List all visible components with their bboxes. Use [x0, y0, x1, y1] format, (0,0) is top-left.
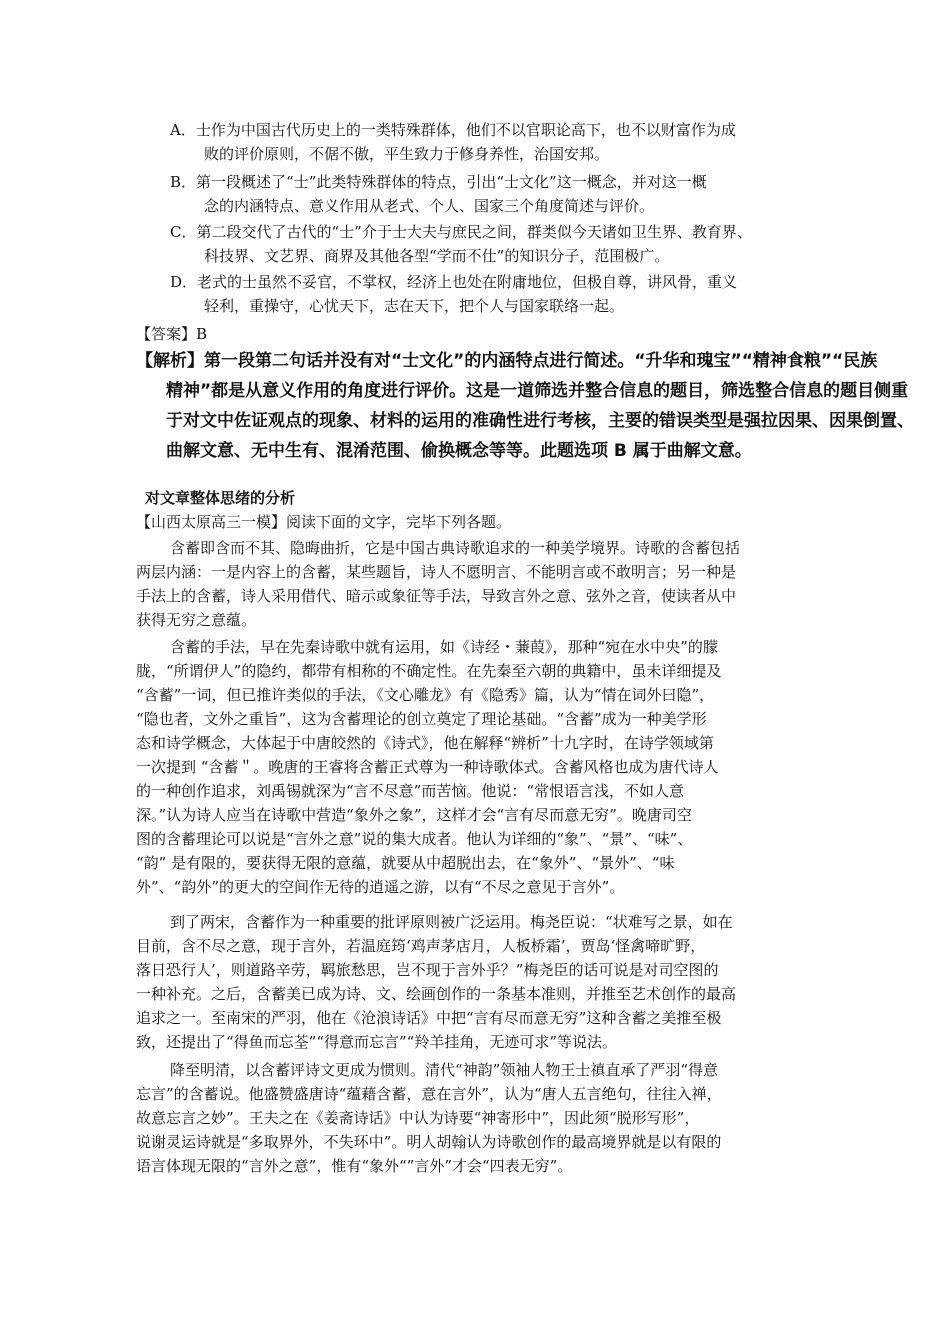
option-b-line-1: B．第一段概述了“士”此类特殊群体的特点，引出“士文化”这一概念，并对这一概: [170, 173, 707, 191]
paragraph-2: [136, 635, 816, 899]
paragraph-line: 外”、“韵外”的更大的空间作无待的逍遥之游，以有“不尽之意见于言外”。: [136, 878, 625, 896]
analysis-line: 曲解文意、无中生有、混淆范围、偷换概念等等。此题选项 B 属于曲解文意。: [166, 441, 752, 461]
paragraph-line: 获得无穷之意蕴。: [136, 611, 257, 629]
paragraph-line: 落日恐行人’，则道路辛劳，羁旅愁思，岂不现于言外乎？”梅尧臣的话可说是对司空图的: [136, 961, 719, 979]
analysis-line: 于对文中佐证观点的现象、材料的运用的准确性进行考核，主要的错误类型是强拉因果、因果倒置、: [166, 411, 914, 431]
paragraph-line: 致，还提出了“得鱼而忘荃”“得意而忘言”“羚羊挂角，无迹可求”等说法。: [136, 1033, 618, 1051]
paragraph-line: 一种补充。之后，含蓄美已成为诗、文、绘画创作的一条基本准则，并推至艺术创作的最高: [136, 985, 737, 1003]
paragraph-line: 追求之一。至南宋的严羽，他在《沧浪诗话》中把“言有尽而意无穷”这种含蓄之美推至极: [136, 1009, 722, 1027]
paragraph-line: “隐也者，文外之重旨”，这为含蓄理论的创立奠定了理论基础。“含蓄”成为一种美学形: [136, 710, 707, 728]
paragraph-line: 目前，含不尽之意，现于言外，若温庭筠‘鸡声茅店月，人板桥霜’，贾岛‘怪禽啼旷野，: [136, 937, 706, 955]
paragraph-line: 含蓄的手法，早在先秦诗歌中就有运用，如《诗经・蒹葭》，那种“宛在水中央”的朦: [170, 638, 718, 656]
option-d-line-2: 轻利，重操守，心忧天下，志在天下，把个人与国家联络一起。: [204, 297, 625, 315]
option-c: [170, 220, 820, 268]
analysis-block: [136, 346, 916, 466]
section-heading: 对文章整体思绪的分析: [145, 489, 296, 507]
paragraph-line: 深。”认为诗人应当在诗歌中营造“象外之象”，这样才会“言有尽而意无穷”。晚唐司空: [136, 806, 692, 824]
option-c-line-2: 科技界、文艺界、商界及其他各型“学而不仕”的知识分子，范围极广。: [204, 247, 670, 265]
paragraph-line: 故意忘言之妙”。王夫之在《姜斋诗话》中认为诗要“神寄形中”，因此须“脱形写形”，: [136, 1109, 700, 1127]
paragraph-line: 语言体现无限的“言外之意”，惟有“象外“”言外”才会“四表无穷”。: [136, 1157, 573, 1175]
paragraph-line: 两层内涵：一是内容上的含蓄，某些题旨，诗人不愿明言、不能明言或不敢明言；另一种是: [136, 563, 737, 581]
paragraph-4: [136, 1058, 816, 1178]
paragraph-line: 一次提到 “含蓄＂。晚唐的王睿将含蓄正式尊为一种诗歌体式。含蓄风格也成为唐代诗人: [136, 758, 719, 776]
paragraph-line: 说谢灵运诗就是“多取界外，不失环中”。明人胡翰认为诗歌创作的最高境界就是以有限的: [136, 1133, 722, 1151]
option-b-line-2: 念的内涵特点、意义作用从老式、个人、国家三个角度简述与评价。: [204, 197, 655, 215]
option-d: [170, 270, 820, 318]
paragraph-line: “韵” 是有限的，要获得无限的意蕴，就要从中超脱出去，在“象外”、“景外”、“味: [136, 854, 675, 872]
source-line: 【山西太原高三一模】阅读下面的文字，完毕下列各题。: [136, 513, 512, 531]
option-a: [170, 118, 820, 166]
paragraph-line: 图的含蓄理论可以说是“言外之意”说的集大成者。他认为详细的“象”、“景”、“味”、: [136, 830, 693, 848]
paragraph-line: 态和诗学概念，大体起于中唐皎然的《诗式》，他在解释“辨析”十九字时，在诗学领域第: [136, 734, 714, 752]
paragraph-line: 降至明清，以含蓄评诗文更成为惯则。清代“神韵”领袖人物王士禛直承了严羽“得意: [170, 1061, 719, 1079]
paragraph-line: 到了两宋，含蓄作为一种重要的批评原则被广泛运用。梅尧臣说：“状难写之景，如在: [170, 913, 733, 931]
paragraph-line: “含蓄”一词，但已推许类似的手法，《文心雕龙》有《隐秀》篇，认为“情在词外曰隐”，: [136, 686, 715, 704]
paragraph-line: 手法上的含蓄，诗人采用借代、暗示或象征等手法，导致言外之意、弦外之音，使读者从中: [136, 587, 737, 605]
paragraph-1: [136, 536, 816, 632]
option-d-line-1: D．老式的士虽然不妥官，不掌权，经济上也处在附庸地位，但极自尊，讲风骨，重义: [170, 273, 738, 291]
answer-line: 【答案】B: [136, 325, 208, 343]
paragraph-line: 忘言”的含蓄说。他盛赞盛唐诗“蕴藉含蓄，意在言外”，认为“唐人五言绝句，往往入禅，: [136, 1085, 722, 1103]
option-a-line-2: 败的评价原则，不倨不傲，平生致力于修身养性，治国安邦。: [204, 145, 610, 163]
paragraph-line: 的一种创作追求，刘禹锡就深为“言不尽意”而苦恼。他说：“常恨语言浅，不如人意: [136, 782, 685, 800]
paragraph-line: 胧，“所谓伊人”的隐约，都带有相称的不确定性。在先秦至六朝的典籍中，虽未详细提及: [136, 662, 722, 680]
paragraph-line: 含蓄即含而不其、隐晦曲折，它是中国古典诗歌追求的一种美学境界。诗歌的含蓄包括: [170, 539, 741, 557]
option-a-line-1: A．士作为中国古代历史上的一类特殊群体，他们不以官职论高下，也不以财富作为成: [170, 121, 736, 139]
analysis-line: 精神”都是从意义作用的角度进行评价。这是一道筛选并整合信息的题目，筛选整合信息的题目侧重: [166, 381, 909, 401]
option-c-line-1: C．第二段交代了古代的“士”介于士大夫与庶民之间，群类似今天诸如卫生界、教育界、: [170, 223, 752, 241]
analysis-line: 【解析】第一段第二句话并没有对“士文化”的内涵特点进行简述。“升华和瑰宝”“精神食粮”“民族: [136, 351, 878, 371]
option-b: [170, 170, 820, 218]
paragraph-3: [136, 910, 816, 1054]
